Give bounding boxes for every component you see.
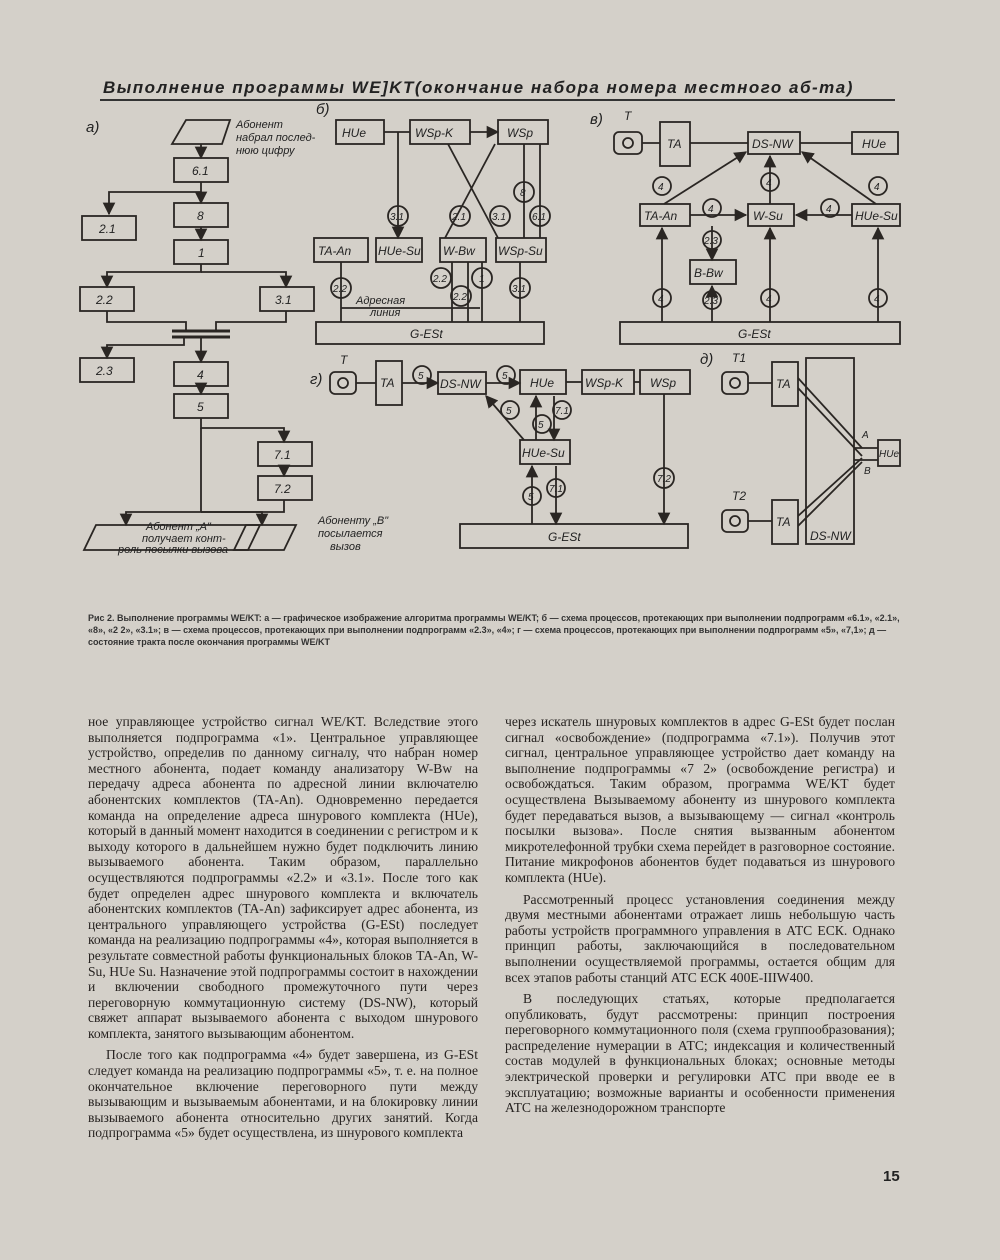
circle-2-2-b-label: 2.2 — [433, 274, 447, 285]
left-paragraph-2: После того как подпрограмма «4» будет завершена, из G-ESt следует команда на реализацию подпрограммы «5», т. е. на полное окончательное включение переговорного пути между вызывающим и вызываемым абонентами, и на блокировку линии вызываемого абонента относительно других занятий. Когда подпрограмма «5» будет осуществлена, из шнурового комплекта — [88, 1047, 478, 1141]
unit-g-est-g-label: G-ESt — [548, 530, 581, 544]
circle-2-1-label: 2.1 — [452, 212, 466, 223]
telephone-t2-icon — [722, 510, 748, 532]
telephone-g-icon — [330, 372, 356, 394]
left-text-column — [88, 714, 478, 1147]
block-5-label: 5 — [197, 400, 204, 414]
circle-g-5-e-label: 5 — [528, 492, 534, 503]
terminal-t-label: T — [624, 109, 632, 123]
figure-diagrams — [0, 0, 1000, 600]
circle-g-7-2-label: 7.2 — [657, 474, 671, 485]
circle-2-2-c-label: 2.2 — [453, 292, 467, 303]
unit-wsp-k-g-label: WSp-K — [585, 376, 624, 390]
circle-g-7-1-b-label: 7.1 — [549, 484, 563, 495]
path-b-label: B — [864, 466, 871, 477]
circle-v-4-h-label: 4 — [874, 294, 880, 305]
circle-2-2-a-label: 2.2 — [333, 284, 347, 295]
circle-g-7-1-a-label: 7.1 — [555, 406, 569, 417]
right-paragraph-3: В последующих статьях, которые предполагается опубликовать, будут рассмотрены: принцип построения переговорного коммутационного поля (схема группообразования); распределение нумерации в АТС; индексация и количественный состав модулей в функциональных блоках; основные методы электрической проверки и регулировки АТС при вводе ее в эксплуатацию; возможные варианты и особенности применения АТС на железнодорожном транспорте — [505, 991, 895, 1116]
terminal-t1-label: T1 — [732, 351, 747, 365]
address-line-note-1: Адресная — [356, 295, 406, 307]
circle-g-5-b-label: 5 — [502, 371, 508, 382]
figure-caption: Рис 2. Выполнение программы WE/KT: а — графическое изображение алгоритма программы WE/KT; б — схема процессов, протекающих при выполнении подпрограмм «6.1», «2.1», «8», «2 2», «3.1»; в — схема процессов, протекающих при выполнении подпрограмм «2.3», «4»; г — схема процессов, протекающих при выполнении подпрограмм «5», «7,1»; д — состояние тракта после окончания программы WE/KT — [88, 613, 900, 647]
circle-3-1-label: 3.1 — [390, 212, 404, 223]
panel-d-label: д) — [700, 351, 714, 368]
circle-1-label: 1 — [479, 274, 485, 285]
panel-g-label: г) — [310, 371, 323, 388]
figure-heading: Выполнение программы WE]KT(окончание набора номера местного аб-та) — [103, 78, 854, 97]
block-2-2-label: 2.2 — [96, 293, 113, 307]
block-7-1-label: 7.1 — [274, 448, 291, 462]
circle-g-5-a-label: 5 — [418, 371, 424, 382]
circle-v-4-f-label: 4 — [658, 294, 664, 305]
unit-wsp-k-label: WSp-K — [415, 126, 454, 140]
telephone-dial-icon — [623, 138, 633, 148]
unit-w-su-label: W-Su — [753, 209, 783, 223]
telephone-t2-dial-icon — [730, 516, 740, 526]
circle-8-label: 8 — [520, 188, 526, 199]
block-2-1-label: 2.1 — [99, 222, 116, 236]
end-note-a-line3: роль посылки вызова — [118, 544, 228, 556]
start-note-line2: набрал послед- — [236, 132, 316, 144]
start-parallelogram — [172, 120, 230, 144]
end-note-b-line3: вызов — [330, 541, 361, 553]
unit-ds-nw-label: DS-NW — [752, 137, 793, 151]
circle-3-1-c-label: 3.1 — [512, 284, 526, 295]
unit-wsp-g-label: WSp — [650, 376, 677, 390]
unit-g-est-v-label: G-ESt — [738, 327, 771, 341]
right-paragraph-1: через искатель шнуровых комплектов в адрес G-ESt будет послан сигнал «освобождение» (подпрограмма «7.1»). Получив этот сигнал, центральное управляющее устройство дает команду на выполнение подпрограммы «7 2» (освобождение регистра) и освобождаться. Таким образом, программа WE/KT будет осуществлена Вызываемому абоненту из шнурового комплекта будет передаваться вызов, а вызывающему — сигнал «контроль посылки вызова». После снятия вызванным абонентом микротелефонной трубки схема перейдет в разговорное состояние. Питание микрофонов абонентов будет подаваться из шнурового комплекта (HUe). — [505, 714, 895, 885]
circle-g-5-c-label: 5 — [506, 406, 512, 417]
end-note-b-line2: посылается — [318, 528, 383, 540]
unit-hue-d-label: HUe — [879, 449, 900, 460]
unit-g-est-label: G-ESt — [410, 327, 443, 341]
circle-v-2-3-a-label: 2.3 — [704, 236, 718, 247]
end-note-b-line1: Абоненту „B" — [318, 515, 389, 527]
unit-ta-an-label: TA-An — [318, 244, 352, 258]
unit-ta-g-label: TA — [380, 376, 395, 390]
circle-v-4-a-label: 4 — [658, 182, 664, 193]
circle-v-4-c-label: 4 — [874, 182, 880, 193]
block-3-1-label: 3.1 — [275, 293, 292, 307]
unit-wsp-su-label: WSp-Su — [498, 244, 543, 258]
block-4-label: 4 — [197, 368, 204, 382]
circle-v-4-e-label: 4 — [826, 204, 832, 215]
end-note-a-line1: Абонент „A" — [146, 521, 211, 533]
unit-ds-nw-g-label: DS-NW — [440, 377, 481, 391]
unit-ta-t2-label: TA — [776, 515, 791, 529]
terminal-t2-label: T2 — [732, 489, 747, 503]
address-line-note-2: линия — [370, 307, 401, 319]
telephone-t1-icon — [722, 372, 748, 394]
block-7-2-label: 7.2 — [274, 482, 291, 496]
circle-v-2-3-b-label: 2.3 — [704, 296, 718, 307]
circle-6-1-label: 6.1 — [532, 212, 546, 223]
block-2-3-label: 2.3 — [96, 364, 113, 378]
end-parallelogram-b — [234, 525, 296, 550]
terminal-t-g-label: T — [340, 353, 348, 367]
panel-d-diagram — [700, 351, 900, 544]
start-note-line3: нюю цифру — [236, 145, 295, 157]
telephone-g-dial-icon — [338, 378, 348, 388]
unit-hue-su-g-label: HUe-Su — [522, 446, 565, 460]
panel-v-label: в) — [590, 111, 603, 128]
unit-b-bw-label: B-Bw — [694, 266, 723, 280]
unit-hue-su-v-label: HUe-Su — [855, 209, 898, 223]
right-text-column — [505, 714, 895, 1122]
unit-ta-label: TA — [667, 137, 682, 151]
circle-3-1-b-label: 3.1 — [492, 212, 506, 223]
unit-hue-label: HUe — [342, 126, 367, 140]
block-8-label: 8 — [197, 209, 204, 223]
telephone-icon — [614, 132, 642, 154]
unit-wsp-label: WSp — [507, 126, 534, 140]
circle-v-4-b-label: 4 — [766, 178, 772, 189]
block-1-label: 1 — [198, 246, 205, 260]
block-6-1-label: 6.1 — [192, 164, 209, 178]
panel-b-diagram — [314, 101, 550, 344]
circle-g-5-d-label: 5 — [538, 420, 544, 431]
telephone-t1-dial-icon — [730, 378, 740, 388]
unit-hue-v-label: HUe — [862, 137, 887, 151]
end-note-a-line2: получает конт- — [142, 533, 226, 545]
start-note-line1: Абонент — [236, 119, 283, 131]
unit-ds-nw-d — [806, 358, 854, 544]
unit-hue-g-label: HUe — [530, 376, 555, 390]
circle-v-4-g-label: 4 — [766, 294, 772, 305]
panel-a-flowchart — [80, 119, 389, 556]
unit-ta-t1-label: TA — [776, 377, 791, 391]
page-number: 15 — [883, 1168, 900, 1185]
panel-a-label: a) — [86, 119, 100, 136]
panel-b-label: б) — [316, 101, 330, 118]
circle-v-4-d-label: 4 — [708, 204, 714, 215]
right-paragraph-2: Рассмотренный процесс установления соединения между двумя местными абонентами отражает лишь небольшую часть работы устройств программного управления в АТС ЕСК. Однако принцип работы, заключающийся в последовательном выполнении осуществляемой программы, остается общим для всех этапов работы станций АТС ЕСК 400Е-IIIW400. — [505, 891, 895, 985]
left-paragraph-1: ное управляющее устройство сигнал WE/KT. Вследствие этого выполняется подпрограмма «1». Центральное управляющее устройство, определив по данному сигналу, что набран номер местного абонента, подает команду анализатору W-Bw на передачу адреса абонента по адресной линии включателю абонентских комплектов (TA-An). Одновременно передается команда на определение адреса шнурового комплекта (HUe), который в данный момент находится в соединении с регистром и к выходу которого в дальнейшем нужно будет подключить линию вызываемого абонента. Таким образом, параллельно осуществляются подпрограммы «2.2» и «3.1». После того как будет определен адрес шнурового комплекта и включатель абонентских комплектов (TA-An) зафиксирует адрес абонента, из центрального управляющего устройства (G-ESt) последует команда на реализацию подпрограммы «4», которая выполняется в результате совместной работы функциональных блоков TA-An, W-Su, HUe Su. Назначение этой подпрограммы состоит в нахождении и включении свободного промежуточного пути через переговорную коммутационную систему (DS-NW), который свяжет аппарат вызываемого абонента с выходом шнурового комплекта, занятого вызывающим абонентом. — [88, 714, 478, 1041]
unit-ta-an-v-label: TA-An — [644, 209, 678, 223]
unit-ds-nw-d-label: DS-NW — [810, 529, 851, 543]
panel-v-diagram — [590, 109, 900, 344]
unit-w-bw-label: W-Bw — [443, 244, 475, 258]
unit-hue-su-label: HUe-Su — [378, 244, 421, 258]
path-a-label: A — [862, 430, 869, 441]
